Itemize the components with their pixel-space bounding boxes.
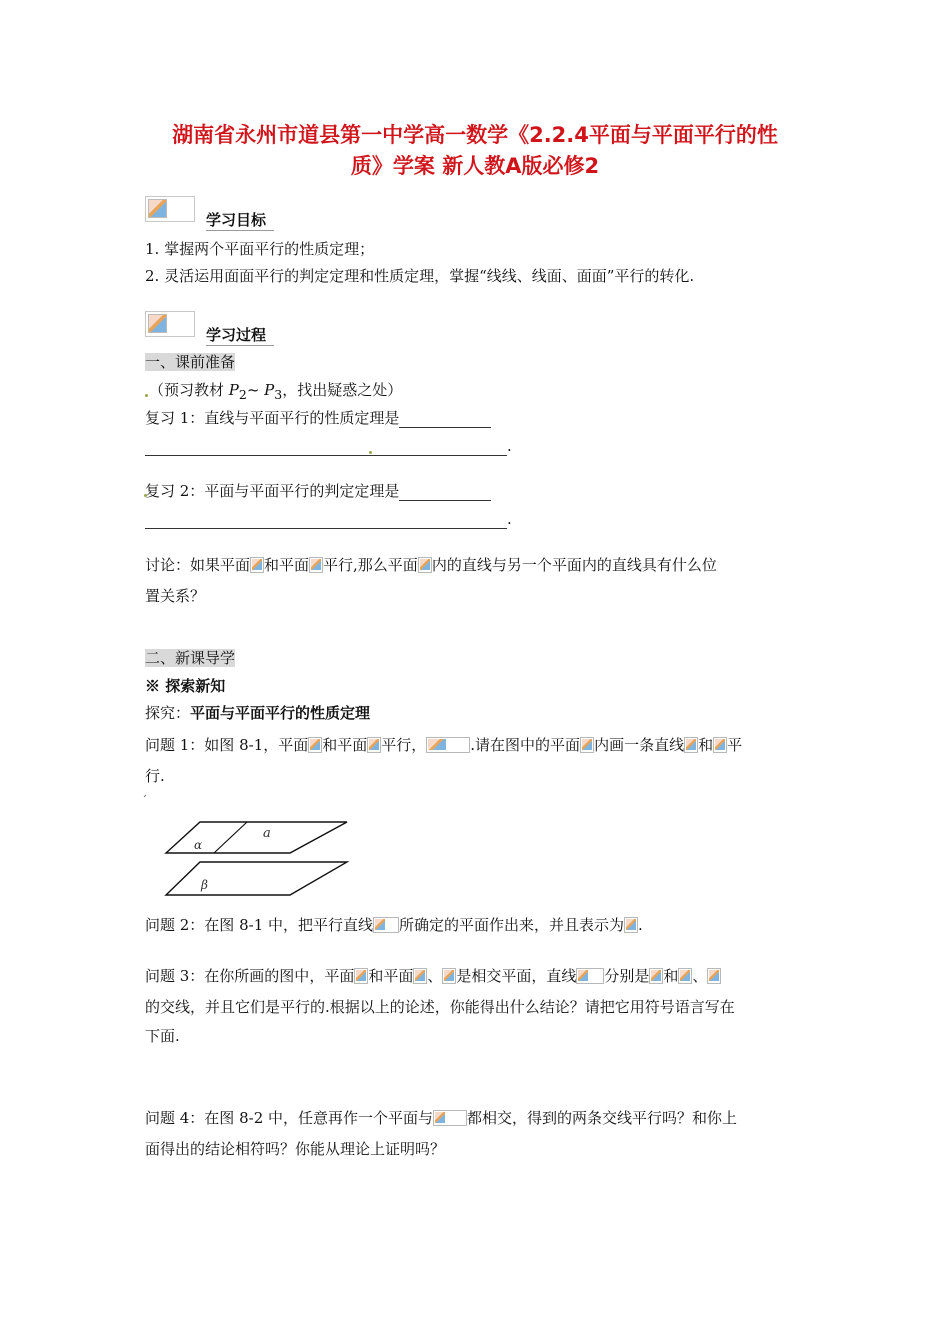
broken-image-icon [309,557,323,573]
broken-image-icon [426,737,470,753]
discuss-text-a: 讨论：如果平面 [145,556,251,574]
q1-text-g: 平 [727,736,743,754]
answer-blank[interactable] [399,413,491,428]
broken-image-icon [580,737,594,753]
discussion-line-1 [145,555,717,575]
review-2-text: 复习 2：平面与平面平行的判定定理是 [145,482,400,500]
question-3-line-1 [145,966,721,986]
section-image-icon [145,196,195,222]
preview-tilde: ~ [246,381,265,399]
figure-mark [144,795,146,797]
preview-line [149,380,402,405]
period: . [507,510,512,528]
q3-text-b: 和平面 [368,967,414,985]
figure-8-1 [142,792,362,900]
review-2-continuation [145,509,512,529]
q4-text-b: 都相交，得到的两条交线平行吗？和你上 [467,1109,738,1127]
q1-text-e: 内画一条直线 [594,736,685,754]
discuss-text-d: 内的直线与另一个平面内的直线具有什么位 [431,556,717,574]
q1-text-d: .请在图中的平面 [470,736,581,754]
inquiry-title: 平面与平面平行的性质定理 [190,704,371,722]
preview-text-a: （预习教材 [149,381,229,399]
part2-label-text: 二、新课导学 [145,649,236,667]
question-1-line-1 [145,735,742,755]
broken-image-icon [308,737,322,753]
answer-blank[interactable] [145,441,507,456]
period: . [507,437,512,455]
q1-text-f: 和 [698,736,714,754]
preview-text-b: ，找出疑惑之处） [282,381,403,399]
q3-text-e: 分别是 [604,967,650,985]
line-a [214,822,247,853]
section-heading-goals: 学习目标 [206,210,274,231]
title-line-2: 质》学案 新人教A版必修2 [350,154,600,178]
q1-text-c: 平行， [381,736,427,754]
document-title [100,120,850,182]
question-3-line-2: 的交线，并且它们是平行的.根据以上的论述，你能得出什么结论？请把它用符号语言写在 [145,998,735,1016]
question-2 [145,915,643,935]
q1-text-b: 和平面 [322,736,368,754]
page-p2: P [228,381,239,399]
broken-image-icon [678,968,692,984]
title-line-1: 湖南省永州市道县第一中学高一数学《2.2.4平面与平面平行的性 [172,123,778,147]
broken-image-icon [624,917,638,933]
broken-image-icon [576,968,604,984]
q3-text-f: 和 [663,967,679,985]
broken-image-icon [373,917,399,933]
part1-label [145,352,235,372]
q3-text-g: 、 [692,967,708,985]
label-beta: β [201,878,208,892]
discuss-text-b: 和平面 [264,556,310,574]
broken-image-icon [707,968,721,984]
question-1-line-2: 行. [145,767,165,785]
inquiry-label: 探究： [145,704,191,722]
explore-heading: ※ 探索新知 [145,677,226,695]
q3-text-a: 问题 3：在你所画的图中，平面 [145,967,355,985]
question-3-line-3: 下面. [145,1027,180,1045]
anchor-dot [145,394,148,397]
review-1-text: 复习 1：直线与平面平行的性质定理是 [145,409,400,427]
page-p3: P [264,381,275,399]
review-1 [145,408,491,428]
plane-beta [166,862,347,895]
question-4-line-1 [145,1108,737,1128]
broken-image-icon [354,968,368,984]
q2-text-b: 所确定的平面作出来，并且表示为 [399,916,625,934]
inquiry-line [145,703,370,723]
answer-blank[interactable] [399,486,491,501]
broken-image-icon [367,737,381,753]
q3-text-d: 是相交平面，直线 [456,967,577,985]
q2-text-c: . [638,916,643,934]
review-1-continuation [145,436,512,456]
q2-text-a: 问题 2：在图 8-1 中，把平行直线 [145,916,374,934]
anchor-dot [369,451,372,454]
q1-text-a: 问题 1：如图 8-1，平面 [145,736,309,754]
discuss-text-c: 平行,那么平面 [323,556,418,574]
broken-image-icon [250,557,264,573]
page-p3-sub: 3 [274,387,283,402]
q4-text-a: 问题 4：在图 8-2 中，任意再作一个平面与 [145,1109,434,1127]
broken-image-icon [684,737,698,753]
section-heading-process: 学习过程 [206,325,274,346]
section-image-icon [145,311,195,337]
page-p2-sub: 2 [238,387,247,402]
review-2 [145,481,491,501]
label-a: a [263,826,271,841]
broken-image-icon [433,1110,467,1126]
part2-label [145,648,235,668]
goal-item-2: 2. 灵活运用面面平行的判定定理和性质定理，掌握“线线、线面、面面”平行的转化. [145,267,695,285]
broken-image-icon [442,968,456,984]
goal-item-1: 1. 掌握两个平面平行的性质定理； [145,240,375,258]
broken-image-icon [418,557,432,573]
part1-label-text: 一、课前准备 [145,353,236,371]
q3-text-c: 、 [427,967,443,985]
broken-image-icon [649,968,663,984]
broken-image-icon [413,968,427,984]
label-alpha: α [194,838,203,852]
discussion-line-2: 置关系？ [145,587,206,605]
broken-image-icon [713,737,727,753]
answer-blank[interactable] [145,514,507,529]
question-4-line-2: 面得出的结论相符吗？你能从理论上证明吗？ [145,1140,446,1158]
